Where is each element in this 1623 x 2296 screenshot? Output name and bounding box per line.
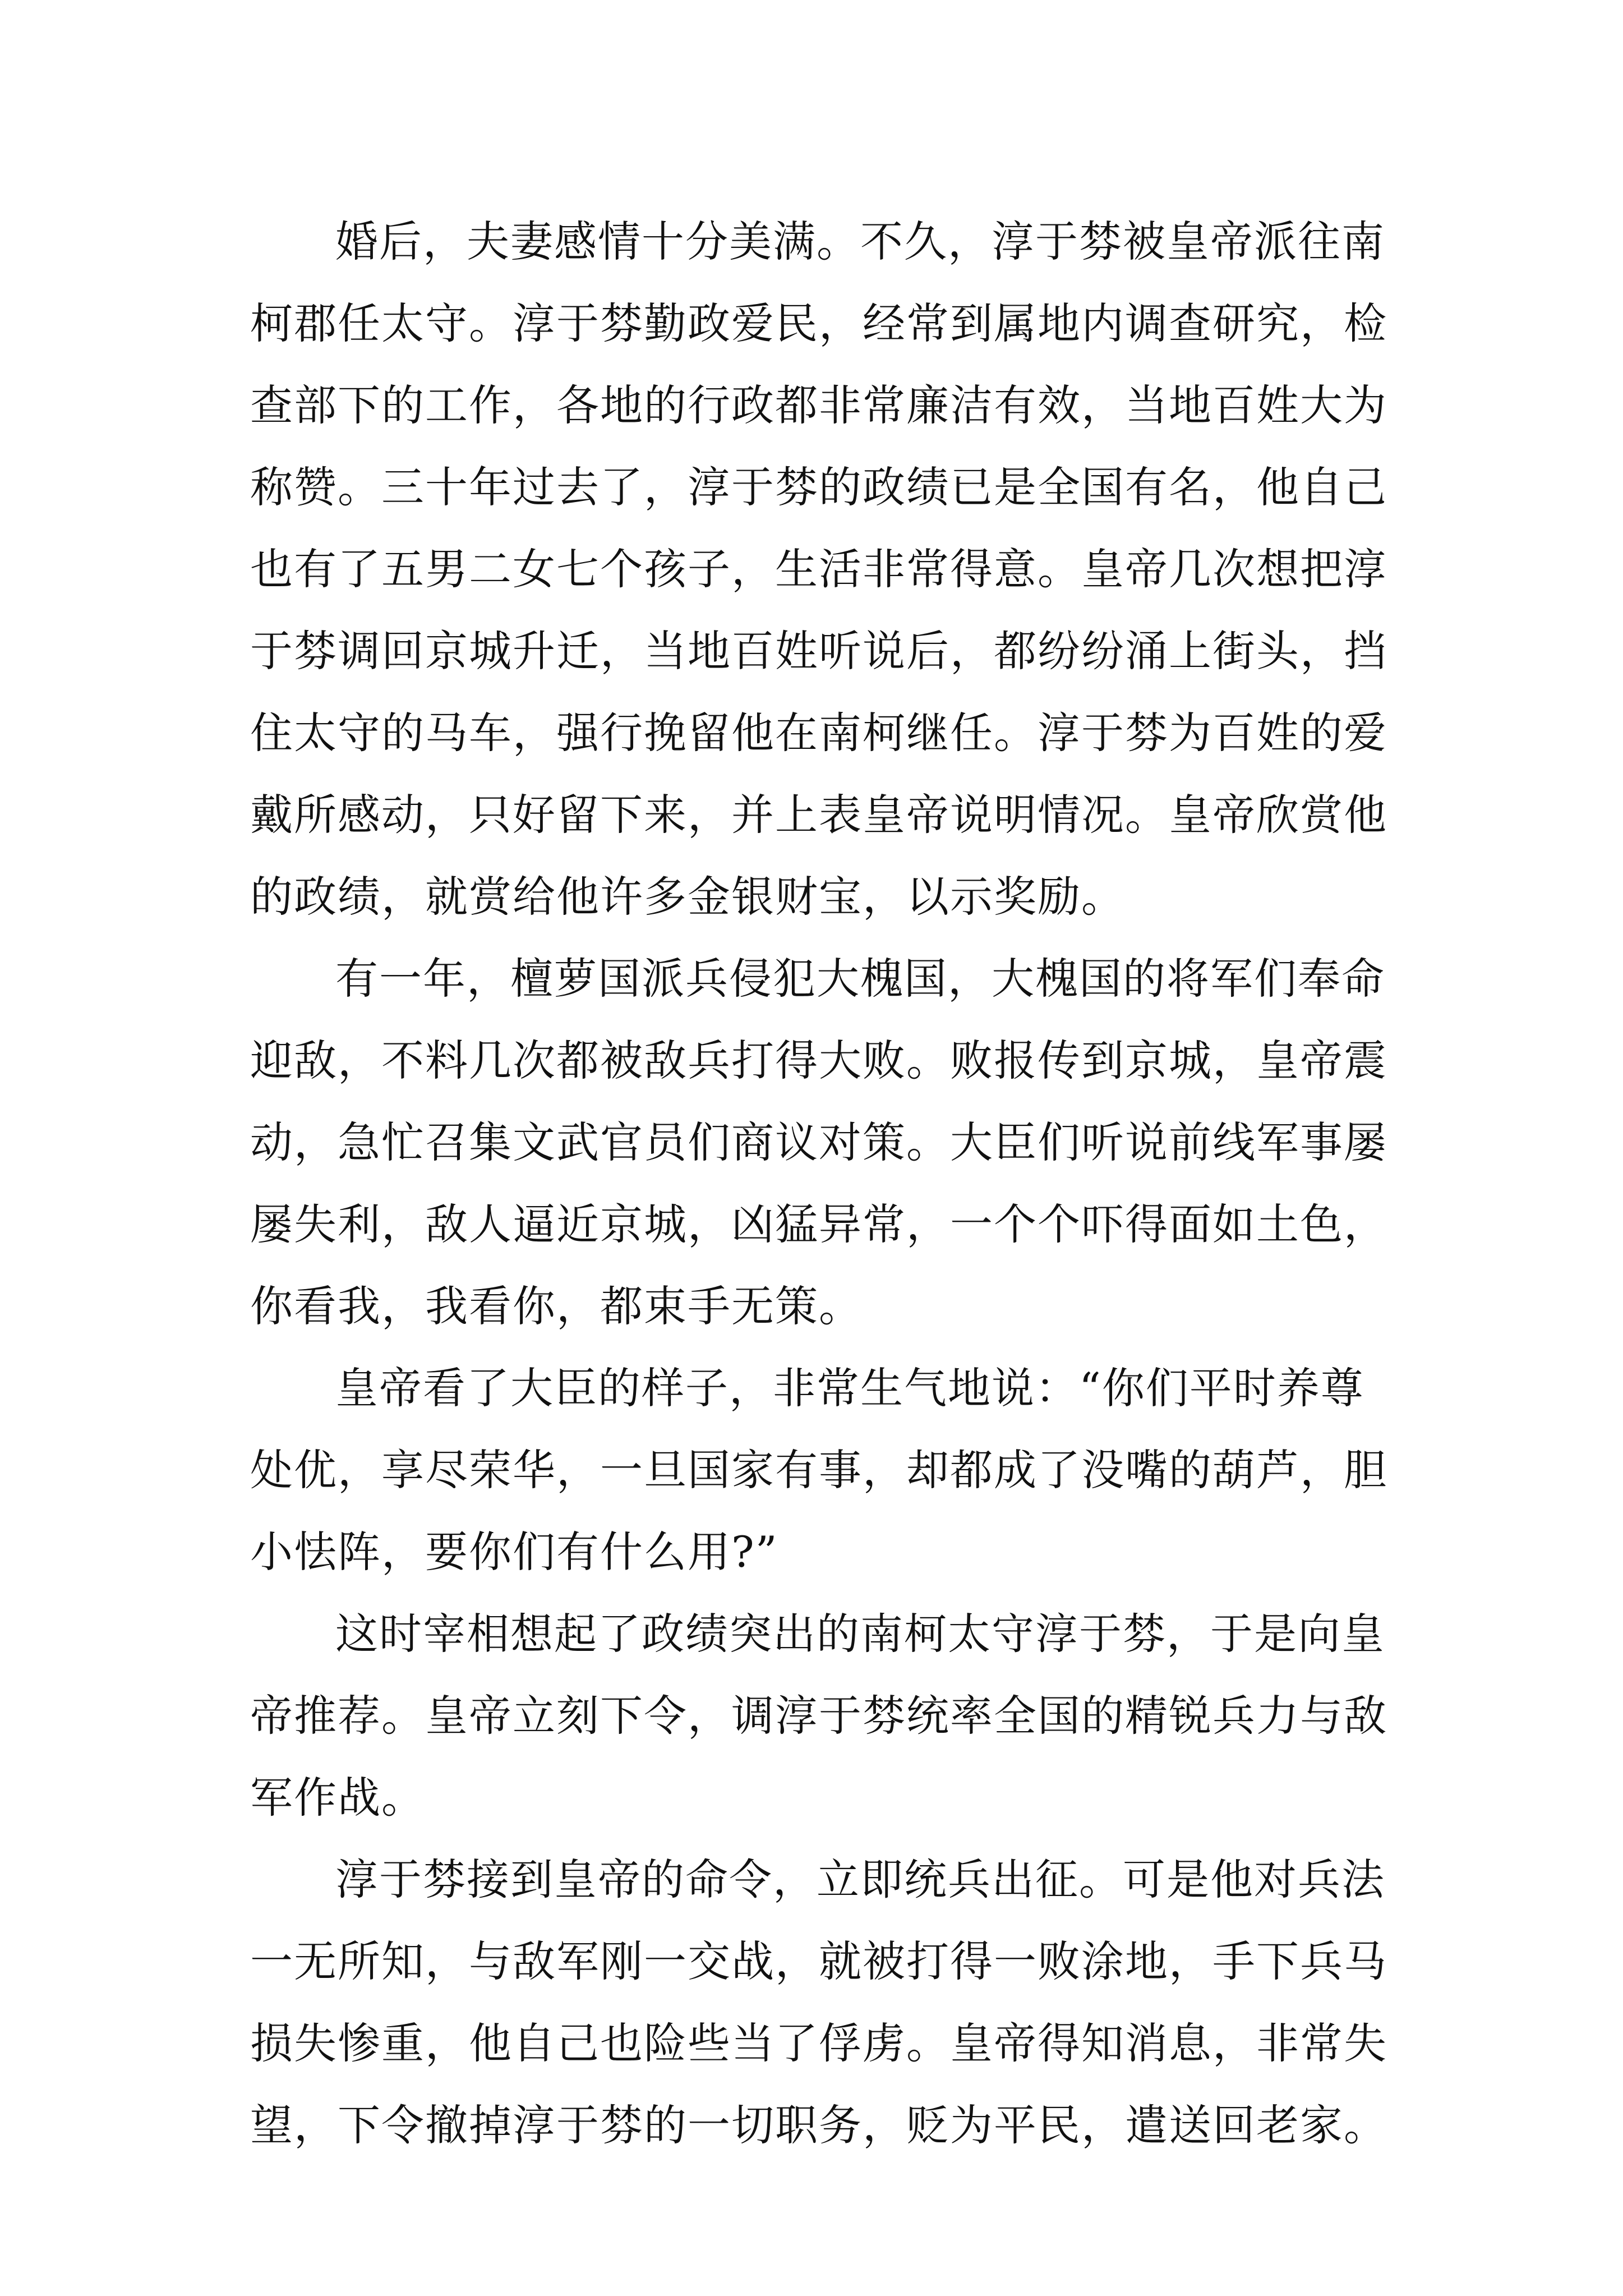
paragraph-4 [250,1593,1389,1839]
text-line: 损失惨重，他自己也险些当了俘虏。皇帝得知消息，非常失 [250,2018,1387,2068]
text-line: 查部下的工作，各地的行政都非常廉洁有效，当地百姓大为 [250,380,1387,430]
text-line: 淳于棼接到皇帝的命令，立即统兵出征。可是他对兵法 [335,1855,1385,1904]
text-line: 称赞。三十年过去了，淳于棼的政绩已是全国有名，他自己 [250,462,1387,512]
text-line: 处优，享尽荣华，一旦国家有事，却都成了没嘴的葫芦，胆 [250,1445,1387,1495]
body-text [250,201,1389,2166]
paragraph-1 [250,201,1389,938]
paragraph-3 [250,1347,1389,1593]
text-line: 皇帝看了大臣的样子，非常生气地说：“你们平时养尊 [335,1363,1364,1413]
text-line: 军作战。 [250,1773,425,1823]
paragraph-2 [250,938,1389,1347]
text-line: 戴所感动，只好留下来，并上表皇帝说明情况。皇帝欣赏他 [250,790,1387,840]
text-line: 婚后，夫妻感情十分美满。不久，淳于棼被皇帝派往南 [335,217,1385,266]
text-line: 小怯阵，要你们有什么用?” [250,1527,778,1577]
text-line: 一无所知，与敌军刚一交战，就被打得一败涂地，手下兵马 [250,1936,1387,1986]
text-line: 也有了五男二女七个孩子，生活非常得意。皇帝几次想把淳 [250,544,1387,594]
text-line: 有一年，檀萝国派兵侵犯大槐国，大槐国的将军们奉命 [335,954,1385,1004]
text-line: 动，急忙召集文武官员们商议对策。大臣们听说前线军事屡 [250,1117,1387,1167]
text-line: 这时宰相想起了政绩突出的南柯太守淳于棼，于是向皇 [335,1609,1385,1659]
paragraph-5 [250,1839,1389,2166]
text-line: 望，下令撤掉淳于棼的一切职务，贬为平民，遣送回老家。 [250,2100,1387,2150]
text-line: 你看我，我看你，都束手无策。 [250,1281,863,1331]
text-line: 迎敌，不料几次都被敌兵打得大败。败报传到京城，皇帝震 [250,1036,1387,1085]
text-line: 住太守的马车，强行挽留他在南柯继任。淳于棼为百姓的爱 [250,708,1387,758]
text-line: 柯郡任太守。淳于棼勤政爱民，经常到属地内调查研究，检 [250,298,1387,348]
text-line: 的政绩，就赏给他许多金银财宝，以示奖励。 [250,872,1125,922]
text-line: 屡失利，敌人逼近京城，凶猛异常，一个个吓得面如土色， [250,1199,1387,1249]
text-line: 帝推荐。皇帝立刻下令，调淳于棼统率全国的精锐兵力与敌 [250,1691,1387,1741]
text-line: 于棼调回京城升迁，当地百姓听说后，都纷纷涌上街头，挡 [250,626,1387,676]
